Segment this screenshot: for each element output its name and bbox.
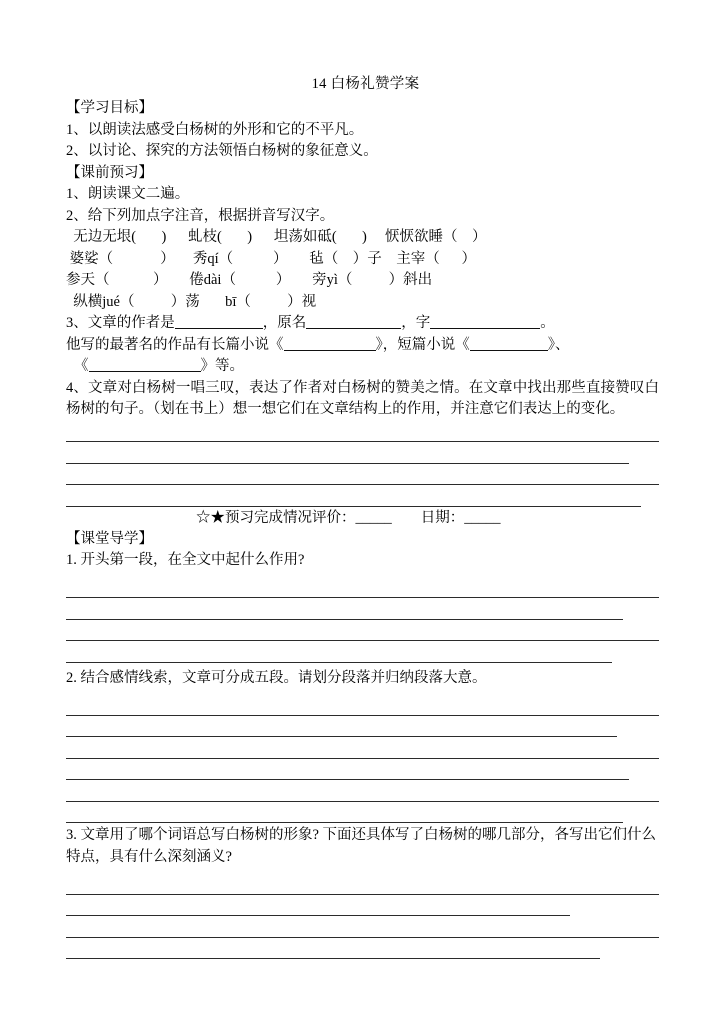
question-3-text: 3. 文章用了哪个词语总写白杨树的形象? 下面还具体写了白杨树的哪几部分，各写出它们什么特点，具有什么深刻涵义? [66,827,657,865]
other-work-blank[interactable] [89,371,201,372]
works-line-end: 》、 [547,336,570,353]
short-novel-prompt: 》，短篇小说《 [375,336,470,353]
question-1-answer-area[interactable] [66,577,659,663]
preview-item-3-line-2 [66,335,659,357]
section-heading-preview: 【课前预习】 [66,164,153,181]
answer-rule[interactable] [66,780,659,802]
other-work-open: 《 [74,358,89,374]
answer-rule[interactable] [66,641,612,663]
vocab-line-2: 婆娑（ ） 秀qí（ ） 毡（ ）子 主宰（ ） [66,250,477,267]
author-prompt: 3、文章的作者是 [66,315,175,331]
author-blank[interactable] [175,328,263,329]
question-2-answer-area[interactable] [66,694,659,823]
answer-rule[interactable] [66,737,659,759]
preview-item-4: 4、文章对白杨树一唱三叹，表达了作者对白杨树的赞美之情。在文章中找出那些直接赞叹白杨树的句子。（划在书上）想一想它们在文章结构上的作用，并注意它们表达上的变化。 [66,379,659,417]
question-3-answer-area[interactable] [66,873,659,959]
answer-rule[interactable] [66,873,659,895]
preview-item-1: 1、朗读课文二遍。 [66,186,190,202]
answer-rule[interactable] [66,916,659,938]
preview-item-3-line-1 [66,313,659,335]
answer-rule[interactable] [66,895,570,917]
objective-item-2: 2、以讨论、探究的方法领悟白杨树的象征意义。 [66,143,378,159]
preview-item-4-answer-area[interactable] [66,421,659,507]
answer-rule[interactable] [66,938,600,960]
courtesy-name-blank[interactable] [430,328,540,329]
section-heading-guided-study: 【课堂导学】 [66,530,153,547]
answer-rule[interactable] [66,464,659,486]
answer-rule[interactable] [66,421,659,443]
objective-item-1: 1、以朗读法感受白杨树的外形和它的不平凡。 [66,121,364,138]
preview-evaluation-line[interactable]: ☆★预习完成情况评价：_____ 日期：_____ [196,509,501,526]
author-line-end: 。 [540,315,555,331]
question-2-text: 2. 结合感情线索，文章可分成五段。请划分段落并归纳段落大意。 [66,669,487,686]
answer-rule[interactable] [66,716,617,738]
vocab-line-4: 纵横jué（ ）荡 bī（ ）视 [66,293,317,310]
courtesy-name-prompt: ，字 [401,315,431,331]
long-novel-blank[interactable] [284,350,376,351]
answer-rule[interactable] [66,620,659,642]
answer-rule[interactable] [66,485,641,507]
answer-rule[interactable] [66,598,623,620]
answer-rule[interactable] [66,802,623,824]
section-heading-objectives: 【学习目标】 [66,100,153,116]
page-title: 14 白杨礼赞学案 [311,76,420,92]
original-name-blank[interactable] [306,328,401,329]
original-name-prompt: ，原名 [262,315,307,331]
answer-rule[interactable] [66,442,629,464]
short-novel-blank[interactable] [470,350,548,351]
answer-rule[interactable] [66,759,629,781]
other-work-close: 》等。 [200,358,244,374]
answer-rule[interactable] [66,577,659,599]
works-prompt: 他写的最著名的作品有长篇小说《 [66,336,284,353]
preview-item-2: 2、给下列加点字注音，根据拼音写汉字。 [66,207,335,224]
answer-rule[interactable] [66,694,659,716]
question-1-text: 1. 开头第一段，在全文中起什么作用? [66,552,305,568]
preview-item-3-line-3 [66,356,659,378]
vocab-line-3: 参天（ ） 倦dài（ ） 旁yì（ ）斜出 [66,272,433,288]
vocab-line-1: 无边无垠( ) 虬枝( ) 坦荡如砥( ) 恹恹欲睡（ ） [66,229,487,245]
